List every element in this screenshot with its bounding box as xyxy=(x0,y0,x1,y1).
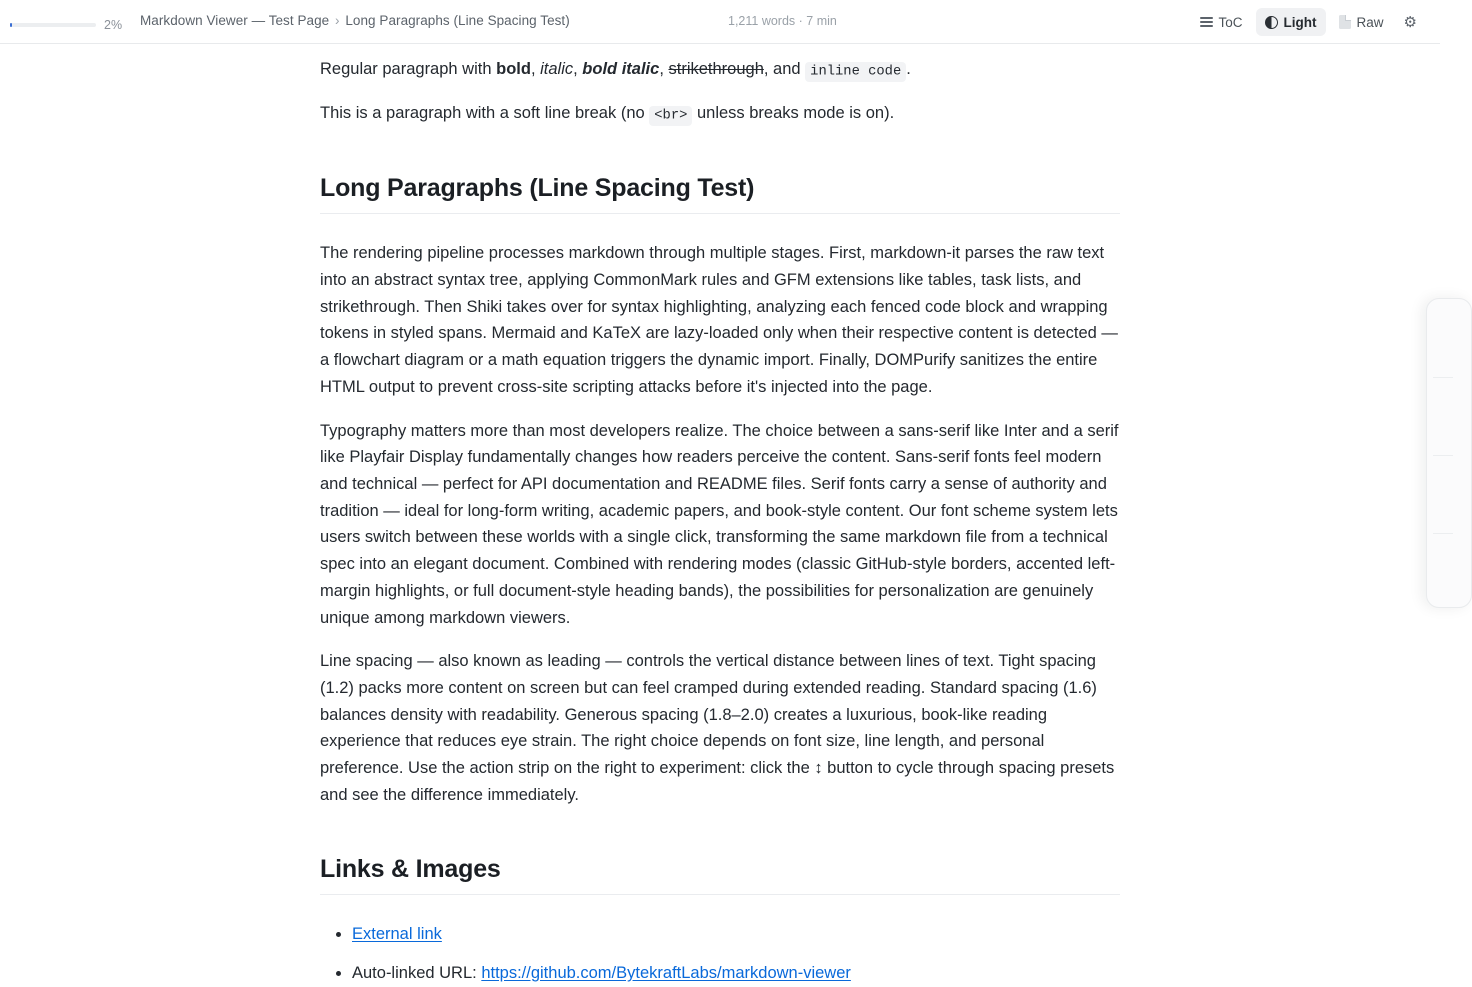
breadcrumb xyxy=(140,13,570,28)
p1-lead: Regular paragraph with xyxy=(320,60,497,78)
hamburger-icon xyxy=(1200,17,1213,27)
list-item xyxy=(352,960,1120,987)
long-paragraph-1: The rendering pipeline processes markdown through multiple stages. First, markdown-it parses the raw text into an abstract syntax tree, applying CommonMark rules and GFM extensions like tables, task lists, and strikethrough. Then Shiki takes over for syntax highlighting, analyzing each fenced code block and wrapping tokens in styled spans. Mermaid and KaTeX are lazy-loaded only when their respective content is detected — a flowchart diagram or a math equation triggers the dynamic import. Finally, DOMPurify sanitizes the entire HTML output to prevent cross-site scripting attacks before it's injected into the page. xyxy=(320,244,1118,396)
reading-progress-fill xyxy=(10,23,12,27)
breadcrumb-root[interactable]: Markdown Viewer — Test Page xyxy=(140,13,330,28)
p1-italic: italic xyxy=(540,60,574,78)
topbar xyxy=(0,0,1440,44)
reading-progress-track[interactable] xyxy=(10,23,96,27)
heading-long-paragraphs: Long Paragraphs (Line Spacing Test) xyxy=(320,172,1120,215)
reading-progress xyxy=(10,18,122,32)
p1-strikethrough: strikethrough xyxy=(668,60,764,78)
topbar-actions xyxy=(1191,0,1424,44)
p1-sep1: , xyxy=(530,60,541,78)
long-paragraph-2: Typography matters more than most developers realize. The choice between a sans-serif like Inter and a serif like Playfair Display fundamentally changes how readers perceive the content. Sans-serif fonts feel modern and technical — perfect for API documentation and README files. Serif fonts carry a sense of authority and tradition — ideal for long-form writing, academic papers, and book-style content. Our font scheme system lets users switch between these worlds with a single click, transforming the same markdown file from a technical spec into an elegant document. Combined with rendering modes (classic GitHub-style borders, accented left-margin highlights, or full document-style heading bands), the possibilities for personalization are genuinely unique among markdown viewers. xyxy=(320,421,1119,627)
long-paragraph-3: Line spacing — also known as leading — controls the vertical distance between lines of text. Tight spacing (1.2) packs more content on screen but can feel cramped during extended reading. Standard spacing (1.6) balances density with readability. Generous spacing (1.8–2.0) creates a luxurious, book-like reading experience that reduces eye strain. The right choice depends on font size, line length, and personal preference. Use the action strip on the right to experiment: click the ↕ button to cycle through spacing presets and see the difference immediately. xyxy=(320,652,1115,804)
reading-progress-percent: 2% xyxy=(104,18,123,32)
p1-inline-code: inline code xyxy=(805,62,906,82)
list-item xyxy=(352,921,1120,948)
action-strip-divider xyxy=(1433,377,1453,378)
p2-tail: unless breaks mode is on). xyxy=(692,104,895,123)
action-strip-divider xyxy=(1433,533,1453,534)
external-link[interactable]: External link xyxy=(352,925,442,944)
markdown-content xyxy=(320,44,1120,987)
breadcrumb-separator-icon: › xyxy=(335,13,340,28)
page-document-icon xyxy=(1339,15,1351,29)
paragraph-inline-formatting xyxy=(320,56,1120,83)
links-list xyxy=(320,921,1120,986)
breadcrumb-current: Long Paragraphs (Line Spacing Test) xyxy=(345,13,570,28)
floating-action-strip[interactable] xyxy=(1426,298,1472,608)
heading-links-images: Links & Images xyxy=(320,853,1120,896)
p1-sep2: , xyxy=(573,60,583,78)
p1-bold-italic: bold italic xyxy=(582,60,660,78)
document-scroll-area[interactable] xyxy=(0,44,1440,982)
raw-view-button[interactable] xyxy=(1330,8,1393,36)
gear-icon: ⚙ xyxy=(1403,13,1417,31)
theme-toggle-label: Light xyxy=(1283,14,1317,30)
action-strip-divider xyxy=(1433,455,1453,456)
auto-linked-url[interactable]: https://github.com/BytekraftLabs/markdown-viewer xyxy=(481,963,851,982)
p1-bold: bold xyxy=(496,60,531,78)
p2-lead: This is a paragraph with a soft line break (no xyxy=(320,104,650,123)
settings-button[interactable] xyxy=(1397,8,1424,36)
toc-button-label: ToC xyxy=(1218,14,1243,30)
p2-inline-code: <br> xyxy=(649,106,692,126)
document-meta: 1,211 words · 7 min xyxy=(728,14,837,28)
list-item-prefix: Auto-linked URL: xyxy=(352,963,482,982)
p1-sep3: , xyxy=(659,60,669,78)
paragraph-soft-line-break xyxy=(320,100,1120,127)
raw-view-label: Raw xyxy=(1356,14,1384,30)
theme-toggle-button[interactable] xyxy=(1256,8,1326,36)
toc-button[interactable] xyxy=(1191,8,1252,36)
p1-tail: . xyxy=(906,60,911,78)
p1-sep4: , and xyxy=(763,60,806,78)
contrast-half-circle-icon xyxy=(1265,16,1278,29)
